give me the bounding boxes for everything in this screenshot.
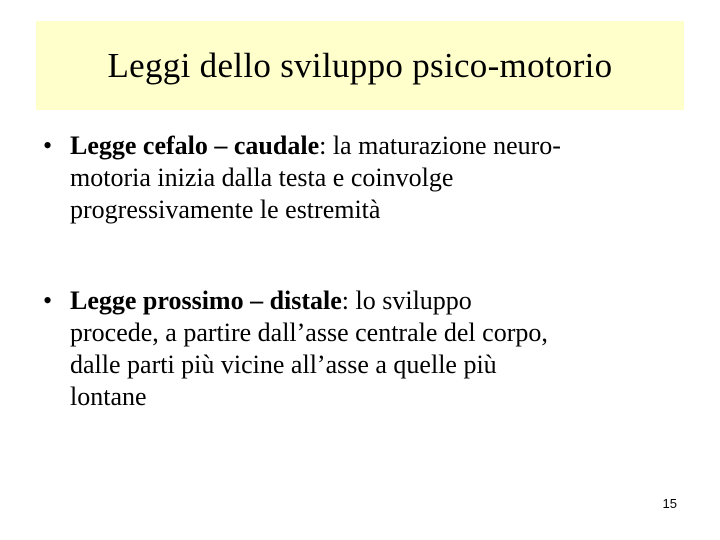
bullet-line: lontane (70, 382, 147, 411)
bullet-term: Legge prossimo – distale (70, 286, 342, 315)
bullet-marker: • (43, 131, 53, 160)
bullet-line-text: : la maturazione neuro- (319, 131, 561, 160)
bullet-line (70, 285, 690, 317)
bullet-line: procede, a partire dall’asse centrale del corpo, (70, 318, 548, 347)
bullet-line: motoria inizia dalla testa e coinvolge (70, 163, 454, 192)
bullet-text (70, 130, 690, 226)
page-number: 15 (662, 496, 677, 511)
bullet-line: progressivamente le estremità (70, 195, 381, 224)
title-banner (36, 21, 684, 110)
slide-title: Leggi dello sviluppo psico-motorio (107, 45, 613, 85)
bullet-text (70, 285, 690, 413)
bullet-line-text: : lo sviluppo (341, 286, 472, 315)
bullet-marker: • (43, 286, 53, 315)
bullet-term: Legge cefalo – caudale (70, 131, 320, 160)
bullet-line (70, 130, 690, 162)
bullet-line: dalle parti più vicine all’asse a quelle più (70, 350, 497, 379)
